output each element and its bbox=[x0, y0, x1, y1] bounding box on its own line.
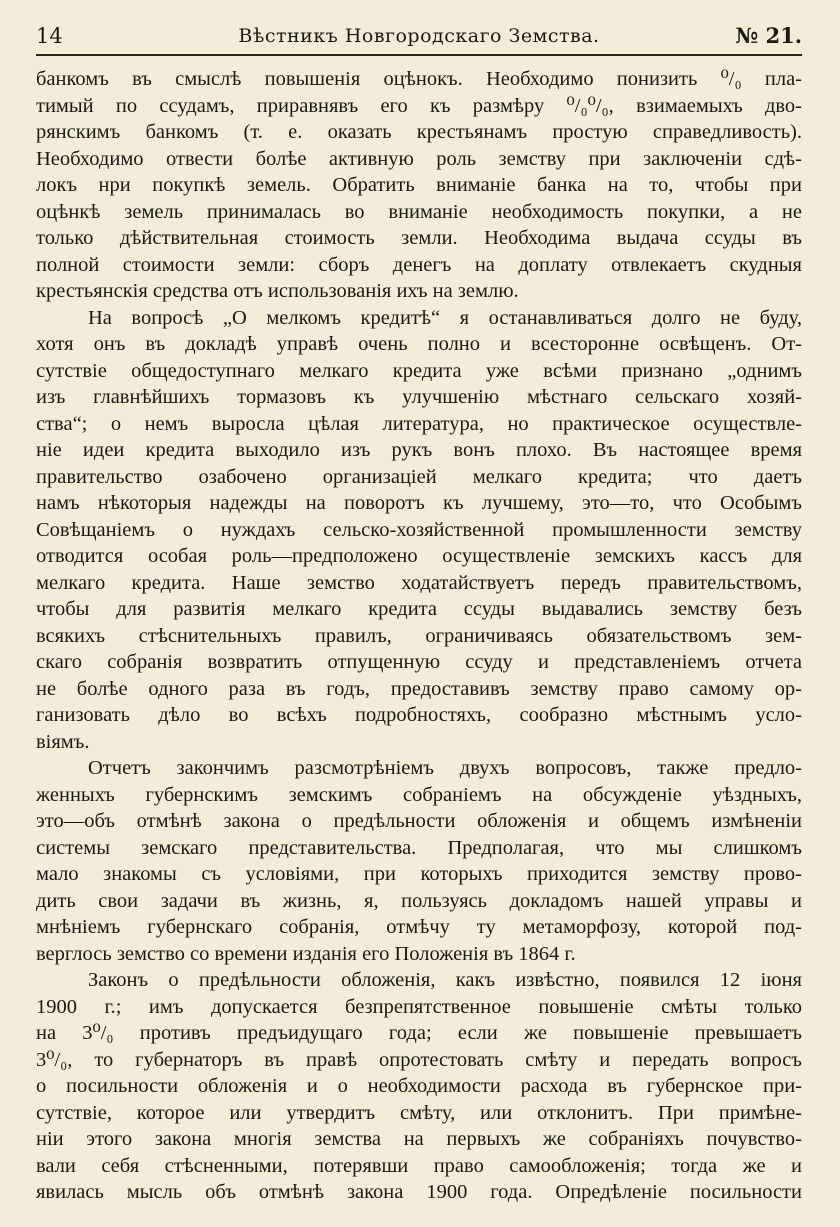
text-line: крестьянскія средства отъ использованія ихъ на землю. bbox=[36, 280, 519, 302]
text-line: верглось земство со времени изданія его Положенія въ 1864 г. bbox=[36, 942, 576, 965]
text-line: явилась мысль объ отмѣнѣ закона 1900 года. Опредѣленіе посильности bbox=[36, 1181, 802, 1203]
text-line: Законъ о предѣльности обложенія, какъ извѣстно, появился 12 іюня bbox=[88, 969, 802, 991]
text-line: намъ нѣкоторыя надежды на поворотъ къ лучшему, это—то, что Особымъ bbox=[36, 492, 802, 514]
text-line: чтобы для развитія мелкаго кредита ссуды выдавались земству безъ bbox=[36, 598, 802, 620]
text-line: не болѣе одного раза въ годъ, предоставивъ земству право самому ор- bbox=[36, 677, 802, 700]
text-line: хотя онъ въ докладѣ управѣ очень полно и всесторонне освѣщенъ. От- bbox=[36, 333, 802, 355]
text-line: полной стоимости земли: сборъ денегъ на доплату отвлекаетъ скудныя bbox=[36, 253, 802, 276]
text-line: скаго собранія возвратить отпущенную ссуду и представленіемъ отчета bbox=[36, 651, 802, 673]
text-line: мнѣніемъ губернскаго собранія, отмѣчу ту метаморфозу, которой под- bbox=[36, 916, 802, 938]
text-line: локъ нри покупкѣ земель. Обратить вниманіе банка на то, чтобы при bbox=[36, 174, 802, 196]
body-text bbox=[36, 66, 802, 1206]
text-line: ніе идеи кредита выходило изъ рукъ вонъ плохо. Въ настоящее время bbox=[36, 439, 802, 461]
text-line: віямъ. bbox=[36, 730, 90, 753]
text-line: На вопросѣ „О мелкомъ кредитѣ“ я останавливаться долго не буду, bbox=[88, 306, 802, 329]
text-line: на 3⁰/₀ противъ предъидущаго года; если же повышеніе превышаетъ bbox=[36, 1022, 802, 1044]
text-line: банкомъ въ смыслѣ повышенія оцѣнокъ. Необходимо понизить ⁰/₀ пла- bbox=[36, 68, 802, 90]
text-line: рянскимъ банкомъ (т. е. оказать крестьянамъ простую справедливость). bbox=[36, 121, 802, 143]
text-line: Отчетъ закончимъ разсмотрѣніемъ двухъ вопросовъ, также предло- bbox=[88, 757, 802, 779]
text-line: 1900 г.; имъ допускается безпрепятственное повышеніе смѣты только bbox=[36, 995, 802, 1018]
text-line: 3⁰/₀, то губернаторъ въ правѣ опротестовать смѣту и передать вопросъ bbox=[36, 1048, 802, 1071]
text-line: мелкаго кредита. Наше земство ходатайствуетъ передъ правительствомъ, bbox=[36, 571, 802, 594]
text-line: сутствіе, которое или утвердитъ смѣту, или отклонитъ. При примѣне- bbox=[36, 1101, 802, 1124]
header-rule bbox=[36, 54, 802, 56]
text-line: правительство озабочено организаціей мелкаго кредита; что даетъ bbox=[36, 465, 802, 488]
text-line: сутствіе общедоступнаго мелкаго кредита уже всѣми признано „однимъ bbox=[36, 359, 802, 382]
text-line: ганизовать дѣло во всѣхъ подробностяхъ, сообразно мѣстнымъ усло- bbox=[36, 704, 802, 726]
page-number: 14 bbox=[36, 24, 63, 48]
text-line: системы земскаго представительства. Предполагая, что мы слишкомъ bbox=[36, 836, 802, 859]
text-line: всякихъ стѣснительныхъ правилъ, ограничиваясь обязательствомъ зем- bbox=[36, 624, 802, 647]
text-line: вали себя стѣсненными, потерявши право самообложенія; тогда же и bbox=[36, 1154, 802, 1177]
text-line: оцѣнкѣ земель принималась во вниманіе необходимость покупки, а не bbox=[36, 200, 802, 223]
text-line: Совѣщаніемъ о нуждахъ сельско-хозяйственной промышленности земству bbox=[36, 518, 802, 541]
issue-number: № 21. bbox=[735, 23, 802, 48]
text-line: мало знакомы съ условіями, при которыхъ приходится земству прово- bbox=[36, 863, 802, 885]
text-line: только дѣйствительная стоимость земли. Необходима выдача ссуды въ bbox=[36, 227, 802, 249]
text-line: ніи этого закона многія земства на первыхъ же собраніяхъ почувство- bbox=[36, 1128, 802, 1150]
text-line: это—объ отмѣнѣ закона о предѣльности обложенія и общемъ измѣненіи bbox=[36, 810, 802, 832]
text-line: изъ главнѣйшихъ тормазовъ къ улучшенію мѣстнаго сельскаго хозяй- bbox=[36, 386, 802, 408]
text-line: ства“; о немъ выросла цѣлая литература, но практическое осуществле- bbox=[36, 412, 802, 435]
text-line: отводится особая роль—предположено осуществленіе земскихъ кассъ для bbox=[36, 545, 802, 567]
text-line: Необходимо отвести болѣе активную роль земству при заключеніи сдѣ- bbox=[36, 147, 802, 170]
running-header bbox=[36, 20, 802, 52]
journal-title: Вѣстникъ Новгородскаго Земства. bbox=[238, 25, 600, 47]
text-line: о посильности обложенія и о необходимости расхода въ губернское при- bbox=[36, 1075, 802, 1097]
text-line: женныхъ губернскимъ земскимъ собраніемъ на обсужденіе уѣздныхъ, bbox=[36, 783, 802, 806]
text-line: дить свои задачи въ жизнь, я, пользуясь докладомъ нашей управы и bbox=[36, 889, 802, 912]
text-line: тимый по ссудамъ, приравнявъ его къ размѣру ⁰/₀⁰/₀, взимаемыхъ дво- bbox=[36, 94, 802, 117]
